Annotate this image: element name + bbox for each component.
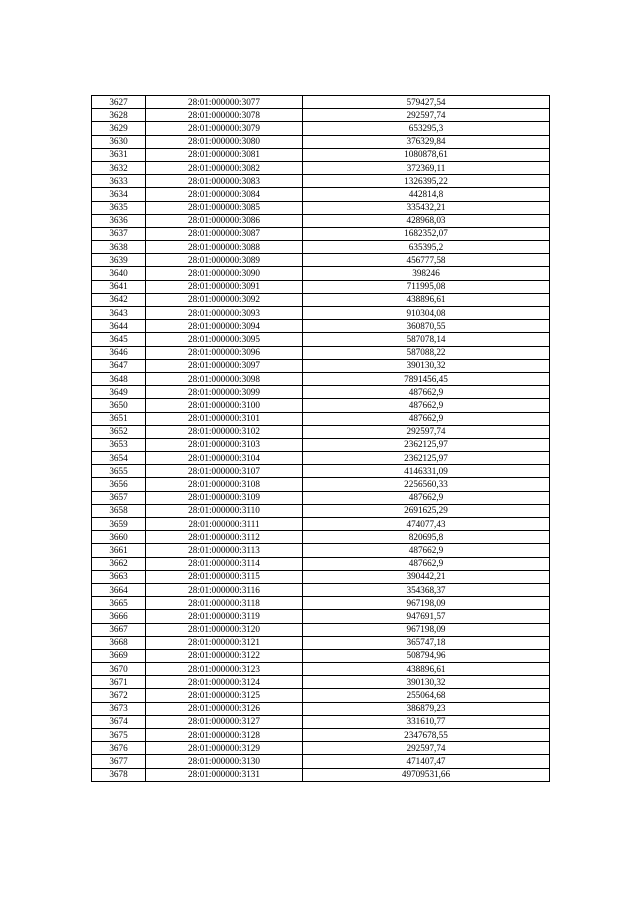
cadastral-number-cell: 28:01:000000:3104 <box>146 452 303 465</box>
cadastral-number-cell: 28:01:000000:3122 <box>146 649 303 662</box>
row-number-cell: 3635 <box>92 201 146 214</box>
table-row <box>92 346 550 359</box>
cadastral-number-cell: 28:01:000000:3082 <box>146 161 303 174</box>
table-row <box>92 570 550 583</box>
cadastral-number-cell: 28:01:000000:3111 <box>146 518 303 531</box>
cadastral-number-cell: 28:01:000000:3090 <box>146 267 303 280</box>
cadastral-value-cell: 1682352,07 <box>303 227 550 240</box>
cadastral-value-cell: 653295,3 <box>303 122 550 135</box>
cadastral-value-cell: 354368,37 <box>303 583 550 596</box>
row-number-cell: 3628 <box>92 109 146 122</box>
table-row <box>92 122 550 135</box>
table-row <box>92 254 550 267</box>
cadastral-number-cell: 28:01:000000:3130 <box>146 755 303 768</box>
table-row <box>92 768 550 781</box>
cadastral-value-cell: 967198,09 <box>303 623 550 636</box>
table-row <box>92 267 550 280</box>
cadastral-number-cell: 28:01:000000:3131 <box>146 768 303 781</box>
cadastral-value-cell: 372369,11 <box>303 161 550 174</box>
table-row <box>92 412 550 425</box>
row-number-cell: 3643 <box>92 307 146 320</box>
cadastral-value-cell: 428968,03 <box>303 214 550 227</box>
cadastral-value-cell: 438896,61 <box>303 663 550 676</box>
cadastral-number-cell: 28:01:000000:3085 <box>146 201 303 214</box>
cadastral-value-cell: 487662,9 <box>303 399 550 412</box>
row-number-cell: 3642 <box>92 293 146 306</box>
cadastral-value-cell: 1080878,61 <box>303 148 550 161</box>
table-row <box>92 518 550 531</box>
table-row <box>92 109 550 122</box>
cadastral-number-cell: 28:01:000000:3081 <box>146 148 303 161</box>
cadastral-number-cell: 28:01:000000:3118 <box>146 597 303 610</box>
row-number-cell: 3659 <box>92 518 146 531</box>
row-number-cell: 3652 <box>92 425 146 438</box>
cadastral-number-cell: 28:01:000000:3129 <box>146 742 303 755</box>
cadastral-value-cell: 390442,21 <box>303 570 550 583</box>
cadastral-number-cell: 28:01:000000:3093 <box>146 307 303 320</box>
table-row <box>92 491 550 504</box>
cadastral-value-cell: 711995,08 <box>303 280 550 293</box>
cadastral-value-cell: 331610,77 <box>303 715 550 728</box>
table-row <box>92 307 550 320</box>
table-row <box>92 715 550 728</box>
table-row <box>92 386 550 399</box>
table-row <box>92 175 550 188</box>
row-number-cell: 3639 <box>92 254 146 267</box>
cadastral-value-cell: 4146331,09 <box>303 465 550 478</box>
table-row <box>92 293 550 306</box>
row-number-cell: 3675 <box>92 729 146 742</box>
table-row <box>92 241 550 254</box>
cadastral-number-cell: 28:01:000000:3119 <box>146 610 303 623</box>
cadastral-number-cell: 28:01:000000:3089 <box>146 254 303 267</box>
row-number-cell: 3664 <box>92 583 146 596</box>
cadastral-value-cell: 360870,55 <box>303 320 550 333</box>
cadastral-value-cell: 2362125,97 <box>303 452 550 465</box>
cadastral-number-cell: 28:01:000000:3080 <box>146 135 303 148</box>
row-number-cell: 3651 <box>92 412 146 425</box>
row-number-cell: 3647 <box>92 359 146 372</box>
table-row <box>92 544 550 557</box>
table-row <box>92 452 550 465</box>
cadastral-value-cell: 2691625,29 <box>303 504 550 517</box>
cadastral-number-cell: 28:01:000000:3087 <box>146 227 303 240</box>
cadastral-value-cell: 2347678,55 <box>303 729 550 742</box>
cadastral-number-cell: 28:01:000000:3096 <box>146 346 303 359</box>
row-number-cell: 3677 <box>92 755 146 768</box>
cadastral-value-cell: 292597,74 <box>303 109 550 122</box>
cadastral-value-cell: 292597,74 <box>303 425 550 438</box>
table-row <box>92 478 550 491</box>
cadastral-number-cell: 28:01:000000:3108 <box>146 478 303 491</box>
table-row <box>92 359 550 372</box>
table-row <box>92 320 550 333</box>
table-row <box>92 214 550 227</box>
cadastral-value-table <box>91 95 550 782</box>
row-number-cell: 3656 <box>92 478 146 491</box>
cadastral-number-cell: 28:01:000000:3115 <box>146 570 303 583</box>
cadastral-value-cell: 471407,47 <box>303 755 550 768</box>
table-row <box>92 649 550 662</box>
row-number-cell: 3648 <box>92 372 146 385</box>
cadastral-number-cell: 28:01:000000:3100 <box>146 399 303 412</box>
cadastral-value-cell: 335432,21 <box>303 201 550 214</box>
cadastral-number-cell: 28:01:000000:3112 <box>146 531 303 544</box>
cadastral-number-cell: 28:01:000000:3092 <box>146 293 303 306</box>
row-number-cell: 3641 <box>92 280 146 293</box>
row-number-cell: 3660 <box>92 531 146 544</box>
row-number-cell: 3658 <box>92 504 146 517</box>
cadastral-number-cell: 28:01:000000:3095 <box>146 333 303 346</box>
table-body <box>92 96 550 782</box>
cadastral-value-cell: 292597,74 <box>303 742 550 755</box>
row-number-cell: 3668 <box>92 636 146 649</box>
cadastral-number-cell: 28:01:000000:3083 <box>146 175 303 188</box>
row-number-cell: 3672 <box>92 689 146 702</box>
table-row <box>92 689 550 702</box>
table-row <box>92 676 550 689</box>
cadastral-number-cell: 28:01:000000:3099 <box>146 386 303 399</box>
cadastral-value-cell: 7891456,45 <box>303 372 550 385</box>
cadastral-value-cell: 635395,2 <box>303 241 550 254</box>
table-row <box>92 729 550 742</box>
table-row <box>92 96 550 109</box>
cadastral-value-cell: 365747,18 <box>303 636 550 649</box>
cadastral-number-cell: 28:01:000000:3077 <box>146 96 303 109</box>
row-number-cell: 3646 <box>92 346 146 359</box>
cadastral-number-cell: 28:01:000000:3101 <box>146 412 303 425</box>
row-number-cell: 3671 <box>92 676 146 689</box>
row-number-cell: 3669 <box>92 649 146 662</box>
table-row <box>92 702 550 715</box>
table-row <box>92 372 550 385</box>
table-row <box>92 227 550 240</box>
cadastral-number-cell: 28:01:000000:3123 <box>146 663 303 676</box>
cadastral-value-cell: 2362125,97 <box>303 438 550 451</box>
row-number-cell: 3650 <box>92 399 146 412</box>
cadastral-number-cell: 28:01:000000:3113 <box>146 544 303 557</box>
cadastral-value-cell: 390130,32 <box>303 676 550 689</box>
cadastral-number-cell: 28:01:000000:3128 <box>146 729 303 742</box>
table-row <box>92 148 550 161</box>
table-row <box>92 161 550 174</box>
cadastral-value-cell: 967198,09 <box>303 597 550 610</box>
row-number-cell: 3653 <box>92 438 146 451</box>
cadastral-value-cell: 579427,54 <box>303 96 550 109</box>
cadastral-number-cell: 28:01:000000:3086 <box>146 214 303 227</box>
cadastral-number-cell: 28:01:000000:3097 <box>146 359 303 372</box>
row-number-cell: 3627 <box>92 96 146 109</box>
cadastral-value-cell: 487662,9 <box>303 557 550 570</box>
row-number-cell: 3666 <box>92 610 146 623</box>
cadastral-value-cell: 487662,9 <box>303 544 550 557</box>
row-number-cell: 3662 <box>92 557 146 570</box>
row-number-cell: 3661 <box>92 544 146 557</box>
row-number-cell: 3637 <box>92 227 146 240</box>
cadastral-number-cell: 28:01:000000:3120 <box>146 623 303 636</box>
cadastral-value-cell: 456777,58 <box>303 254 550 267</box>
table-row <box>92 333 550 346</box>
row-number-cell: 3655 <box>92 465 146 478</box>
row-number-cell: 3630 <box>92 135 146 148</box>
cadastral-value-cell: 49709531,66 <box>303 768 550 781</box>
cadastral-number-cell: 28:01:000000:3102 <box>146 425 303 438</box>
row-number-cell: 3665 <box>92 597 146 610</box>
cadastral-number-cell: 28:01:000000:3116 <box>146 583 303 596</box>
cadastral-value-cell: 587088,22 <box>303 346 550 359</box>
table-row <box>92 636 550 649</box>
table-row <box>92 201 550 214</box>
row-number-cell: 3636 <box>92 214 146 227</box>
cadastral-value-cell: 398246 <box>303 267 550 280</box>
cadastral-value-cell: 487662,9 <box>303 412 550 425</box>
cadastral-value-cell: 474077,43 <box>303 518 550 531</box>
cadastral-number-cell: 28:01:000000:3110 <box>146 504 303 517</box>
row-number-cell: 3629 <box>92 122 146 135</box>
table-row <box>92 557 550 570</box>
cadastral-number-cell: 28:01:000000:3078 <box>146 109 303 122</box>
table-row <box>92 504 550 517</box>
row-number-cell: 3631 <box>92 148 146 161</box>
table-row <box>92 597 550 610</box>
cadastral-number-cell: 28:01:000000:3079 <box>146 122 303 135</box>
row-number-cell: 3673 <box>92 702 146 715</box>
table-row <box>92 742 550 755</box>
cadastral-value-cell: 487662,9 <box>303 386 550 399</box>
row-number-cell: 3663 <box>92 570 146 583</box>
cadastral-number-cell: 28:01:000000:3126 <box>146 702 303 715</box>
table-row <box>92 663 550 676</box>
table-row <box>92 623 550 636</box>
cadastral-number-cell: 28:01:000000:3098 <box>146 372 303 385</box>
table-row <box>92 188 550 201</box>
cadastral-number-cell: 28:01:000000:3114 <box>146 557 303 570</box>
table-row <box>92 280 550 293</box>
row-number-cell: 3670 <box>92 663 146 676</box>
row-number-cell: 3645 <box>92 333 146 346</box>
cadastral-value-cell: 2256560,33 <box>303 478 550 491</box>
row-number-cell: 3644 <box>92 320 146 333</box>
cadastral-value-cell: 487662,9 <box>303 491 550 504</box>
table-row <box>92 399 550 412</box>
row-number-cell: 3649 <box>92 386 146 399</box>
cadastral-number-cell: 28:01:000000:3124 <box>146 676 303 689</box>
cadastral-value-cell: 947691,57 <box>303 610 550 623</box>
row-number-cell: 3640 <box>92 267 146 280</box>
cadastral-value-cell: 390130,32 <box>303 359 550 372</box>
table-row <box>92 755 550 768</box>
table-row <box>92 610 550 623</box>
cadastral-number-cell: 28:01:000000:3121 <box>146 636 303 649</box>
cadastral-value-cell: 386879,23 <box>303 702 550 715</box>
row-number-cell: 3638 <box>92 241 146 254</box>
cadastral-value-cell: 1326395,22 <box>303 175 550 188</box>
cadastral-number-cell: 28:01:000000:3091 <box>146 280 303 293</box>
cadastral-number-cell: 28:01:000000:3107 <box>146 465 303 478</box>
cadastral-value-cell: 820695,8 <box>303 531 550 544</box>
table-row <box>92 438 550 451</box>
row-number-cell: 3678 <box>92 768 146 781</box>
cadastral-value-cell: 255064,68 <box>303 689 550 702</box>
cadastral-number-cell: 28:01:000000:3127 <box>146 715 303 728</box>
row-number-cell: 3633 <box>92 175 146 188</box>
cadastral-number-cell: 28:01:000000:3109 <box>146 491 303 504</box>
row-number-cell: 3674 <box>92 715 146 728</box>
cadastral-number-cell: 28:01:000000:3125 <box>146 689 303 702</box>
cadastral-number-cell: 28:01:000000:3103 <box>146 438 303 451</box>
table-row <box>92 583 550 596</box>
table-row <box>92 425 550 438</box>
table-row <box>92 531 550 544</box>
cadastral-value-cell: 376329,84 <box>303 135 550 148</box>
cadastral-value-cell: 910304,08 <box>303 307 550 320</box>
row-number-cell: 3634 <box>92 188 146 201</box>
table-row <box>92 465 550 478</box>
cadastral-value-cell: 442814,8 <box>303 188 550 201</box>
row-number-cell: 3667 <box>92 623 146 636</box>
cadastral-value-cell: 438896,61 <box>303 293 550 306</box>
cadastral-number-cell: 28:01:000000:3084 <box>146 188 303 201</box>
cadastral-number-cell: 28:01:000000:3088 <box>146 241 303 254</box>
cadastral-value-cell: 508794,96 <box>303 649 550 662</box>
row-number-cell: 3676 <box>92 742 146 755</box>
row-number-cell: 3654 <box>92 452 146 465</box>
table-row <box>92 135 550 148</box>
cadastral-value-cell: 587078,14 <box>303 333 550 346</box>
cadastral-number-cell: 28:01:000000:3094 <box>146 320 303 333</box>
row-number-cell: 3657 <box>92 491 146 504</box>
row-number-cell: 3632 <box>92 161 146 174</box>
